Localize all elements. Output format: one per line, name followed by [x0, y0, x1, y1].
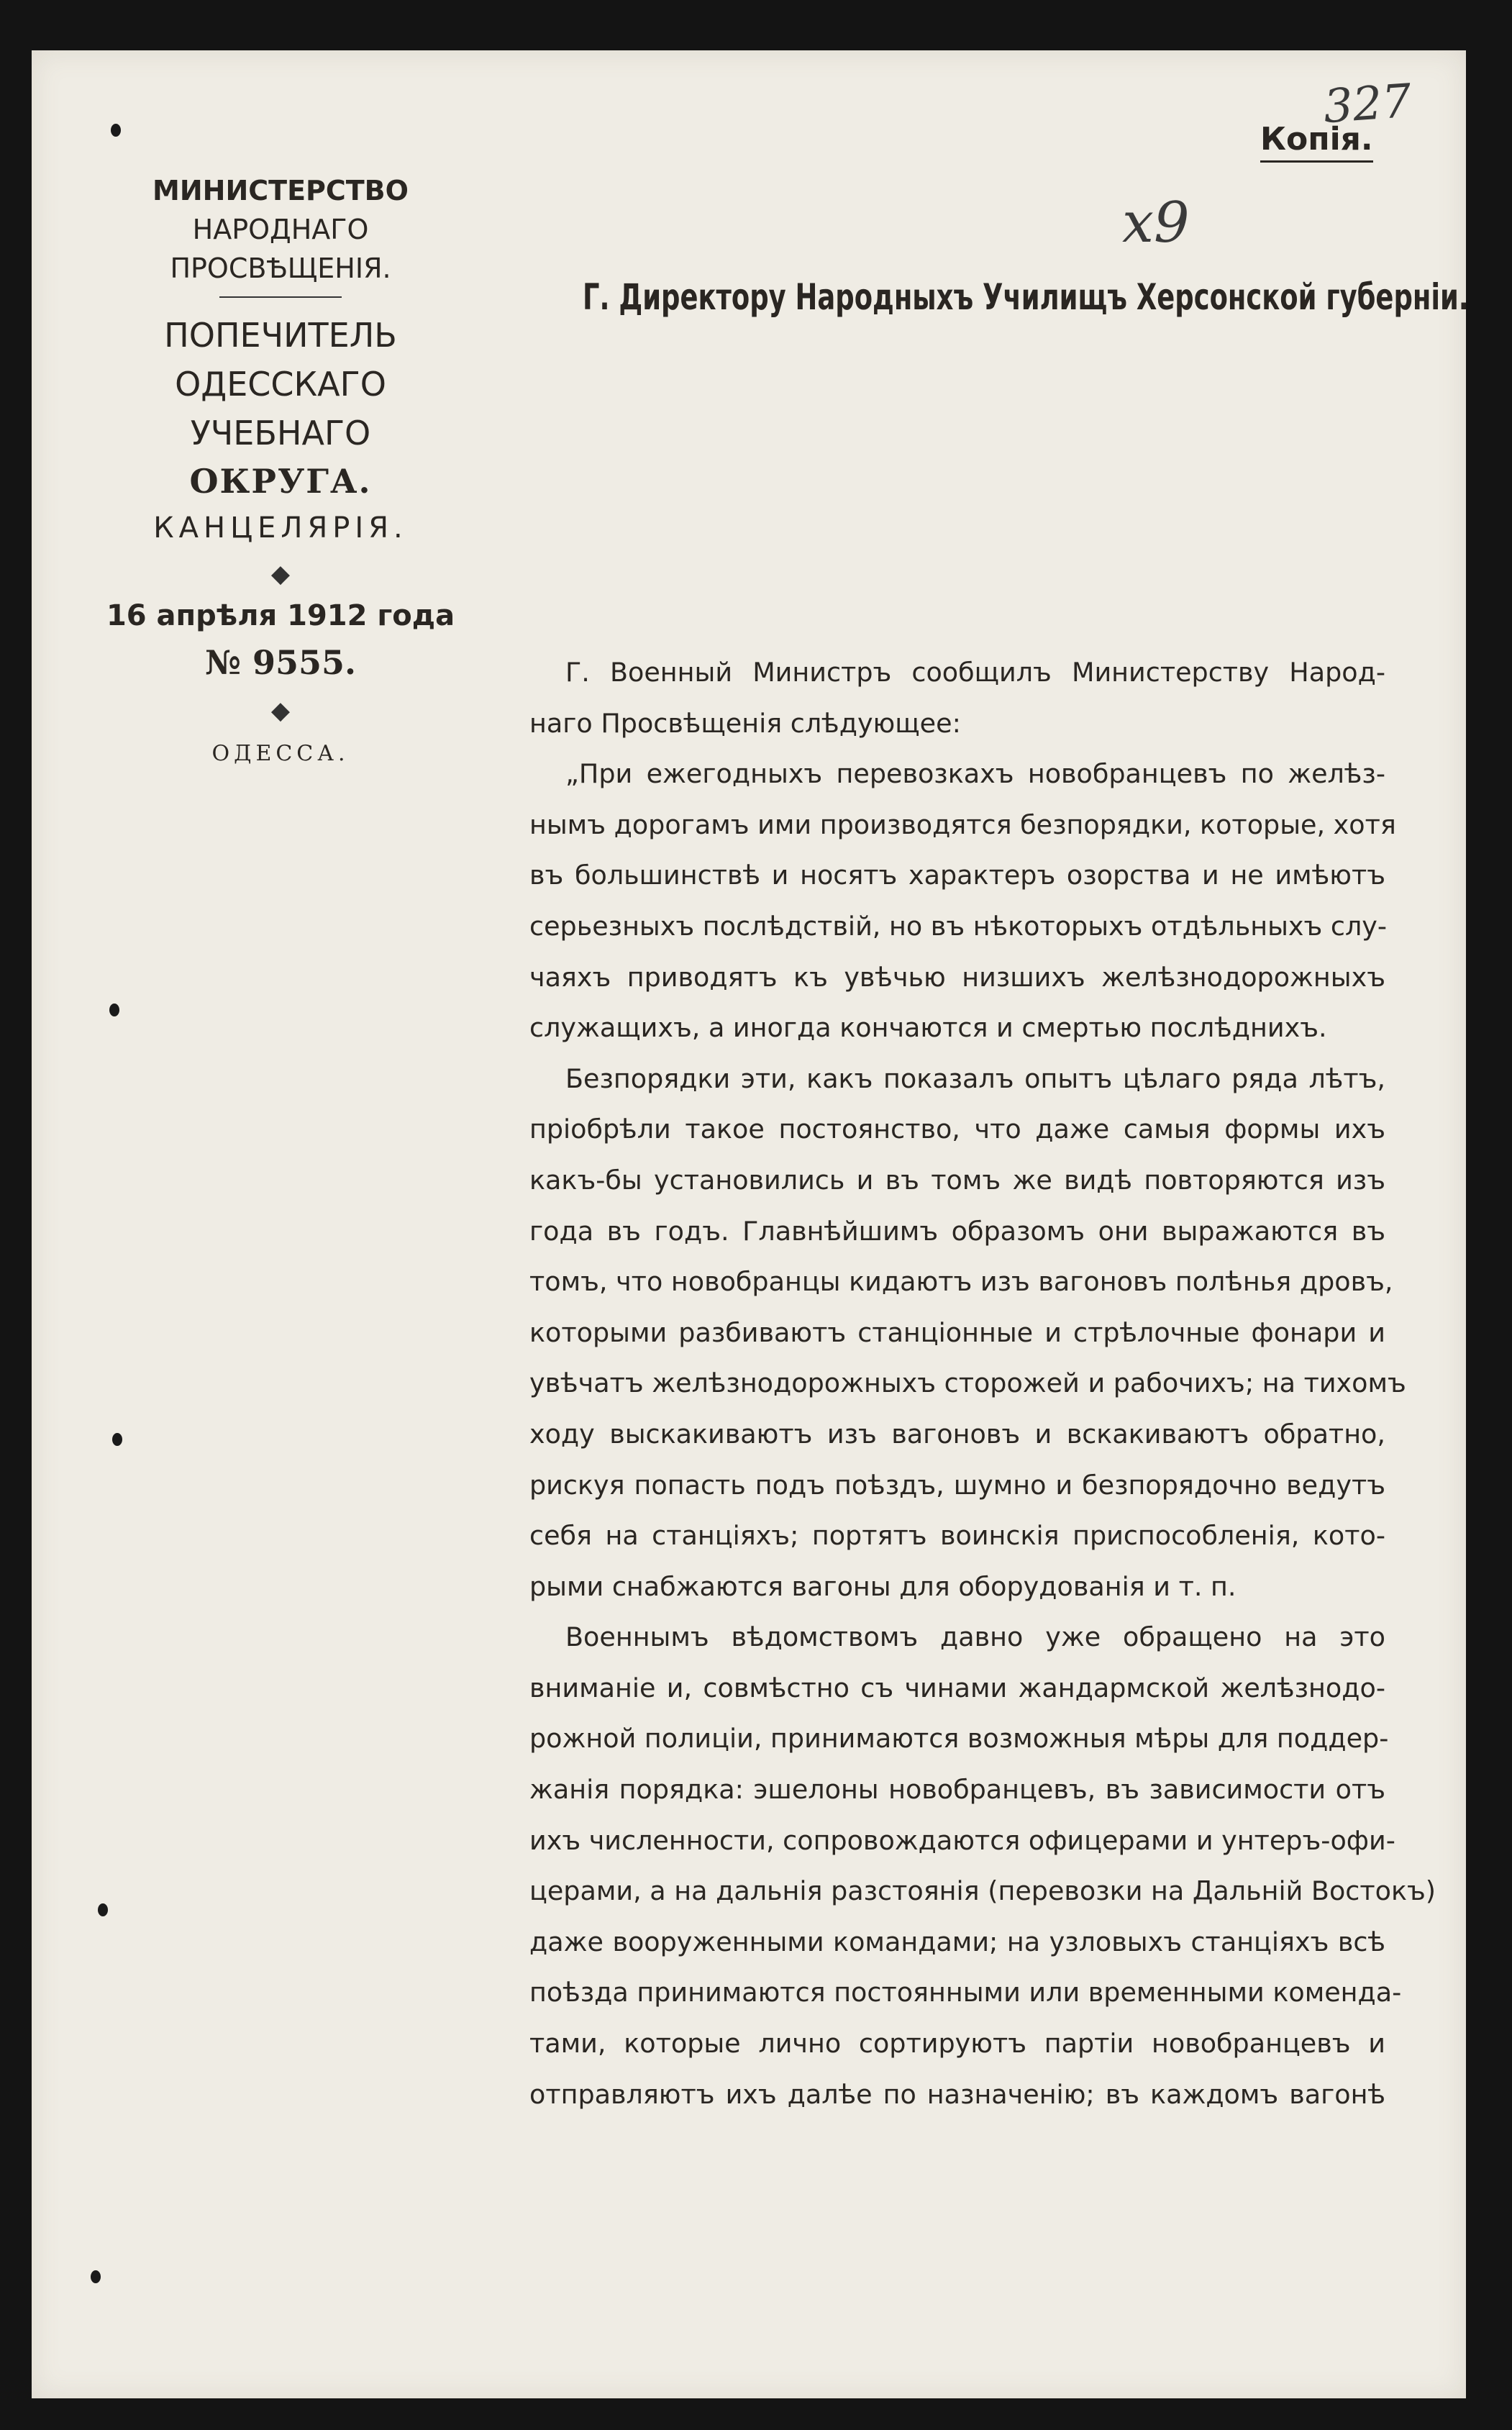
ornament-divider: ◆ — [270, 560, 291, 588]
ministry-line2: НАРОДНАГО ПРОСВѢЩЕНІЯ. — [170, 214, 391, 284]
city-label: ОДЕССА. — [211, 741, 350, 766]
punch-hole — [98, 1903, 108, 1916]
body-line: Г. Военный Министръ сообщилъ Министерству Народ- — [565, 657, 1385, 688]
body-line: Военнымъ вѣдомствомъ давно уже обращено на это — [565, 1621, 1385, 1653]
body-line: въ большинствѣ и носятъ характеръ озорства и не имѣютъ — [529, 860, 1385, 891]
divider — [219, 296, 342, 298]
body-line: отправляютъ ихъ далѣе по назначенію; въ каждомъ вагонѣ — [529, 2078, 1385, 2110]
handwritten-mark: x9 — [1122, 191, 1190, 255]
body-line: серьезныхъ послѣдствій, но въ нѣкоторыхъ отдѣльныхъ слу- — [529, 910, 1388, 942]
body-line: „При ежегодныхъ перевозкахъ новобранцевъ по желѣз- — [565, 758, 1385, 790]
body-line: пріобрѣли такое постоянство, что даже самыя формы ихъ — [529, 1114, 1385, 1145]
body-line: нымъ дорогамъ ими производятся безпорядки, которые, хотя — [529, 809, 1396, 840]
folio-number: 327 — [1321, 74, 1413, 135]
letter-body — [529, 647, 1436, 2120]
body-line: вниманіе и, совмѣстно съ чинами жандармской желѣзнодо- — [529, 1672, 1385, 1703]
punch-hole — [109, 1004, 119, 1016]
addressee-heading: Г. Директору Народныхъ Училищъ Херсонской губерніи. — [583, 276, 1469, 318]
body-line: служащихъ, а иногда кончаются и смертью послѣднихъ. — [529, 1012, 1327, 1044]
body-line: рискуя попасть подъ поѣздъ, шумно и безпорядочно ведутъ — [529, 1469, 1385, 1501]
copy-mark: Копія. — [1260, 121, 1373, 163]
body-line: года въ годъ. Главнѣйшимъ образомъ они выражаются въ — [529, 1215, 1385, 1247]
body-line: рожной полиціи, принимаются возможныя мѣры для поддер- — [529, 1723, 1389, 1755]
body-line: церами, а на дальнія разстоянія (перевозки на Дальній Востокъ) — [529, 1875, 1436, 1907]
body-line: тами, которые лично сортируютъ партіи новобранцевъ и — [529, 2028, 1385, 2060]
body-line: чаяхъ приводятъ къ увѣчью низшихъ желѣзнодорожныхъ — [529, 961, 1385, 993]
letterhead — [86, 171, 475, 766]
body-line: себя на станціяхъ; портятъ воинскія приспособленія, кото- — [529, 1520, 1385, 1552]
body-line: увѣчатъ желѣзнодорожныхъ сторожей и рабочихъ; на тихомъ — [529, 1368, 1406, 1399]
ministry-line1: МИНИСТЕРСТВО — [152, 175, 409, 206]
body-line: наго Просвѣщенія слѣдующее: — [529, 707, 961, 739]
document-date: 16 апрѣля 1912 года — [106, 599, 455, 632]
body-line: которыми разбиваютъ станціонные и стрѣлочные фонари и — [529, 1316, 1385, 1348]
ornament-divider: ◆ — [270, 696, 291, 725]
body-line: ходу выскакиваютъ изъ вагоновъ и вскакиваютъ обратно, — [529, 1418, 1385, 1450]
document-number: № 9555. — [204, 643, 357, 682]
punch-hole — [91, 2270, 101, 2283]
body-line: Безпорядки эти, какъ показалъ опытъ цѣлаго ряда лѣтъ, — [565, 1062, 1385, 1094]
body-line: жанія порядка: эшелоны новобранцевъ, въ зависимости отъ — [529, 1774, 1385, 1806]
body-line: рыми снабжаются вагоны для оборудованія и т. п. — [529, 1570, 1237, 1602]
body-line: ихъ численности, сопровождаются офицерами и унтеръ-офи- — [529, 1824, 1395, 1856]
punch-hole — [111, 124, 121, 137]
chancery-label: КАНЦЕЛЯРІЯ. — [153, 511, 408, 545]
trustee-line3: ОКРУГА. — [189, 462, 372, 501]
trustee-line1: ПОПЕЧИТЕЛЬ — [164, 316, 397, 355]
trustee-line2: ОДЕССКАГО УЧЕБНАГО — [175, 365, 386, 452]
punch-hole — [112, 1433, 122, 1446]
body-line: какъ-бы установились и въ томъ же видѣ повторяются изъ — [529, 1164, 1385, 1196]
body-line: томъ, что новобранцы кидаютъ изъ вагоновъ полѣнья дровъ, — [529, 1266, 1393, 1298]
body-line: поѣзда принимаются постоянными или временными коменда- — [529, 1977, 1402, 2008]
body-line: даже вооруженными командами; на узловыхъ станціяхъ всѣ — [529, 1926, 1385, 1957]
